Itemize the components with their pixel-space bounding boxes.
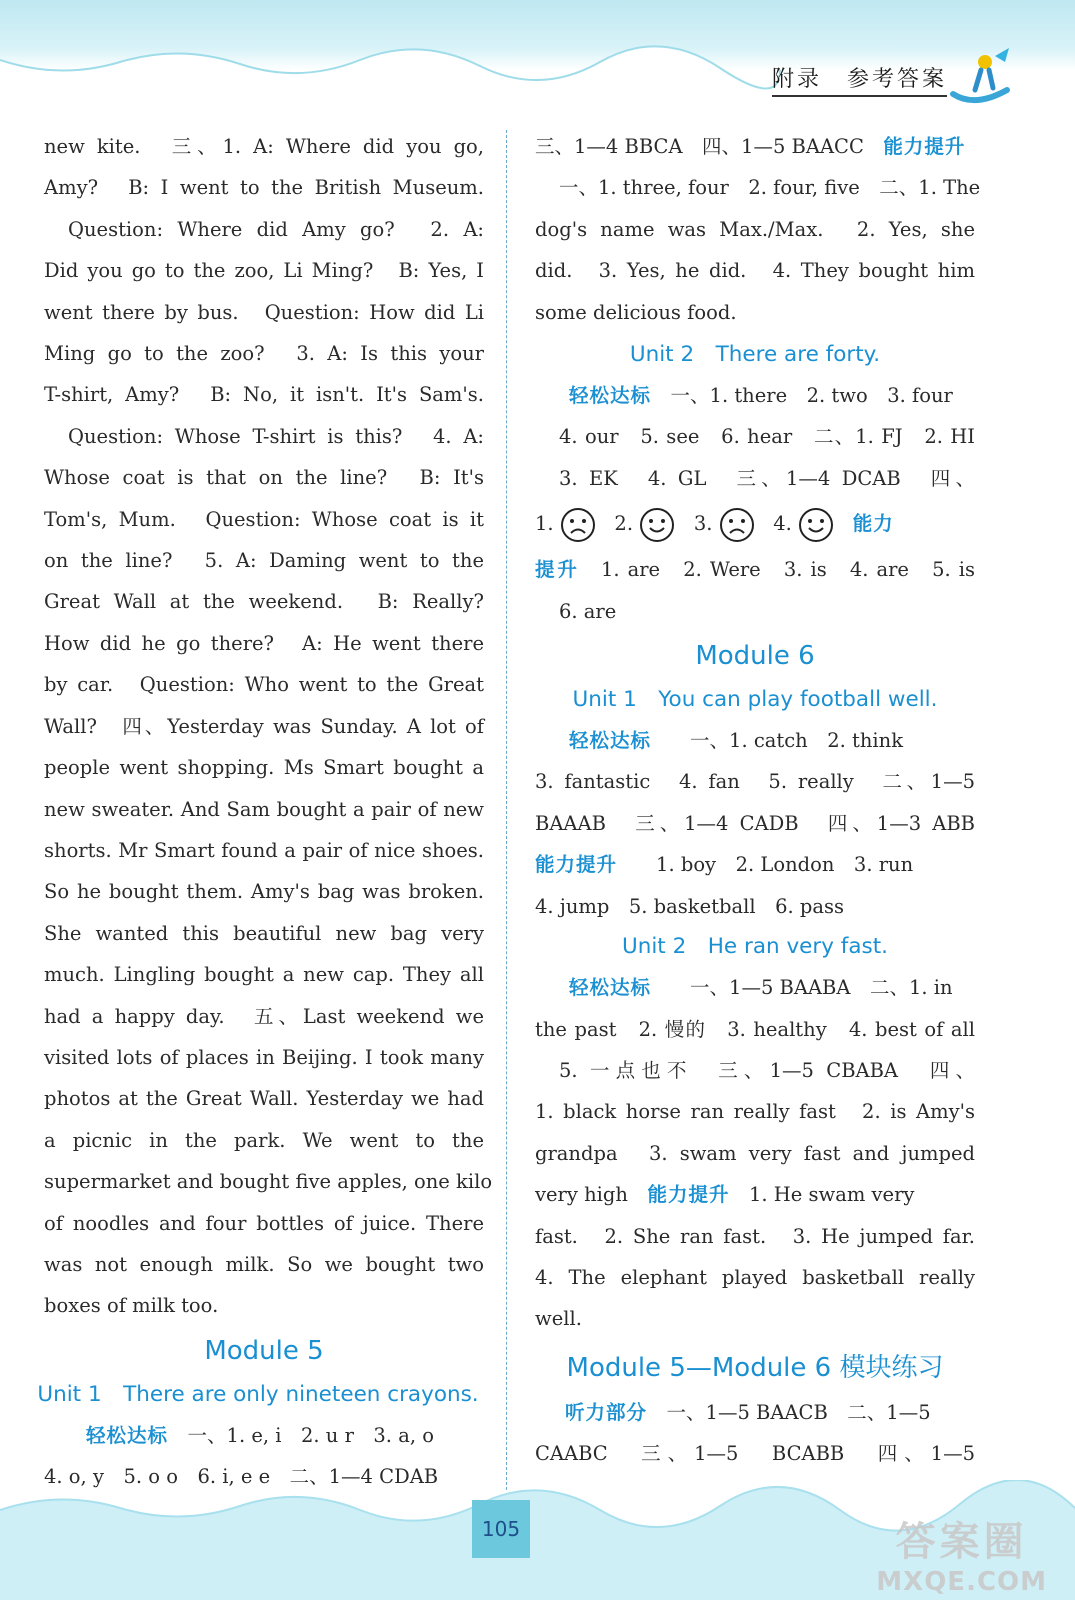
text-line: new sweater. And Sam bought a pair of new	[44, 797, 484, 821]
answer-text: 一、1. there 2. two 3. four	[670, 384, 953, 408]
happy-face-icon	[798, 507, 834, 543]
answer-line: grandpa 3. swam very fast and jumped	[535, 1141, 975, 1165]
text-line: Did you go to the zoo, Li Ming? B: Yes, I	[44, 259, 484, 283]
text-line: shorts. Mr Smart found a pair of nice shoes.	[44, 838, 484, 862]
easy-level-tag: 轻松达标	[86, 1423, 169, 1447]
m5-unit1-heading: Unit 1 There are only nineteen crayons.	[37, 1381, 479, 1407]
module-5-heading: Module 5	[204, 1335, 324, 1366]
answer-line: 4. our 5. see 6. hear 二、1. FJ 2. HI	[559, 425, 975, 449]
text-line: Amy? B: I went to the British Museum.	[44, 176, 484, 200]
watermark-url: MXQE.COM	[876, 1567, 1047, 1597]
text-line: Question: Whose T-shirt is this? 4. A:	[68, 424, 484, 448]
text-line: much. Lingling bought a new cap. They all	[44, 963, 484, 987]
answer-line: 4. The elephant played basketball really	[535, 1265, 975, 1289]
text-line: new kite. 三、1. A: Where did you go,	[44, 135, 484, 158]
mascot-icon	[945, 42, 1015, 112]
watermark-logo	[876, 1510, 1047, 1597]
face-number: 2.	[614, 512, 634, 536]
text-line: Question: Where did Amy go? 2. A:	[68, 217, 484, 241]
answer-line: 一、1. three, four 2. four, five 二、1. The	[559, 176, 981, 200]
advanced-level-tag: 能力提升	[647, 1183, 730, 1207]
answer-line: CAABC 三、1—5 BCABB 四、1—5	[535, 1442, 975, 1466]
answer-line	[535, 549, 975, 590]
text-line: She wanted this beautiful new bag very	[44, 921, 484, 945]
text-line: went there by bus. Question: How did Li	[44, 300, 484, 324]
column-divider	[506, 130, 507, 1490]
text-line: by car. Question: Who went to the Great	[44, 673, 484, 697]
text-line: people went shopping. Ms Smart bought a	[44, 756, 484, 780]
answer-text: 1. boy 2. London 3. run	[656, 853, 914, 877]
answer-line: 4. o, y 5. o o 6. i, e e 二、1—4 CDAB	[44, 1465, 439, 1489]
easy-level-tag: 轻松达标	[569, 729, 652, 753]
text-line: visited lots of places in Beijing. I took many	[44, 1045, 484, 1069]
faces-row	[535, 499, 975, 549]
answer-line: 1. black horse ran really fast 2. is Amy's	[535, 1100, 975, 1124]
listening-tag: 听力部分	[565, 1400, 648, 1424]
watermark-logo-text: 答案圈	[895, 1519, 1028, 1565]
advanced-level-tag: 能力提升	[535, 853, 618, 877]
answer-line: did. 3. Yes, he did. 4. They bought him	[535, 259, 975, 283]
text-line: So he bought them. Amy's bag was broken.	[44, 880, 484, 904]
face-number: 4.	[773, 512, 792, 536]
text-line: boxes of milk too.	[44, 1294, 219, 1318]
face-number: 1.	[535, 512, 554, 536]
answer-text: 一、1. e, i 2. u r 3. a, o	[187, 1423, 434, 1447]
answer-line	[535, 844, 975, 885]
easy-level-tag: 轻松达标	[569, 384, 652, 408]
answer-line	[535, 126, 975, 167]
answer-text: very high	[535, 1183, 628, 1207]
answer-line	[535, 720, 975, 761]
advanced-level-tag: 能力提升	[883, 135, 966, 158]
sad-face-icon	[560, 507, 596, 543]
text-line: Wall? 四、Yesterday was Sunday. A lot of	[44, 714, 484, 738]
advanced-level-tag: 能力	[852, 512, 894, 536]
text-line: How did he go there? A: He went there	[44, 631, 484, 655]
answer-line: BAAAB 三、1—4 CADB 四、1—3 ABB	[535, 811, 975, 835]
text-line: Great Wall at the weekend. B: Really?	[44, 590, 484, 614]
answer-line	[535, 1174, 975, 1215]
right-column	[535, 126, 981, 1475]
sad-face-icon	[719, 507, 755, 543]
text-line: had a happy day. 五、Last weekend we	[44, 1004, 484, 1028]
easy-level-tag: 轻松达标	[569, 976, 652, 1000]
text-line: of noodles and four bottles of juice. There	[44, 1211, 484, 1235]
answer-line	[535, 1392, 975, 1433]
text-line: a picnic in the park. We went to the	[44, 1128, 484, 1152]
answer-line: some delicious food.	[535, 300, 737, 324]
answer-line: 3. fantastic 4. fan 5. really 二、1—5	[535, 770, 975, 794]
face-number: 3.	[693, 512, 713, 536]
text-line: T-shirt, Amy? B: No, it isn't. It's Sam's.	[44, 383, 484, 407]
answer-text: 1. He swam very	[748, 1183, 915, 1207]
practice-heading: Module 5—Module 6 模块练习	[566, 1352, 944, 1383]
answer-line: fast. 2. She ran fast. 3. He jumped far.	[535, 1224, 975, 1248]
answer-text: 三、1—4 BBCA 四、1—5 BAACC	[535, 135, 864, 158]
answer-line: 4. jump 5. basketball 6. pass	[535, 894, 845, 918]
text-line: Tom's, Mum. Question: Whose coat is it	[44, 507, 484, 531]
m5-unit2-heading: Unit 2 There are forty.	[629, 342, 881, 368]
answer-text: 1. are 2. Were 3. is 4. are 5. is	[600, 558, 975, 582]
answer-line: well.	[535, 1307, 582, 1331]
text-line: Ming go to the zoo? 3. A: Is this your	[44, 342, 484, 366]
answer-line: 3. EK 4. GL 三、1—4 DCAB 四、	[559, 466, 975, 490]
text-line: was not enough milk. So we bought two	[44, 1252, 484, 1276]
text-line: Whose coat is that on the line? B: It's	[44, 466, 484, 490]
answer-line	[44, 1415, 484, 1456]
module-6-heading: Module 6	[695, 641, 815, 672]
answer-line: dog's name was Max./Max. 2. Yes, she	[535, 217, 975, 241]
answer-line	[535, 967, 975, 1008]
advanced-level-tag: 提升	[535, 558, 580, 582]
text-line: on the line? 5. A: Daming went to the	[44, 549, 484, 573]
left-column	[37, 126, 493, 1498]
answer-line: 5. 一点也不 三、1—5 CBABA 四、	[559, 1058, 975, 1082]
happy-face-icon	[639, 507, 675, 543]
answer-line: 6. are	[559, 599, 617, 623]
text-line: photos at the Great Wall. Yesterday we had	[44, 1087, 484, 1111]
answer-line	[535, 375, 975, 416]
answer-line: the past 2. 慢的 3. healthy 4. best of all	[535, 1017, 975, 1041]
page-number: 105	[472, 1500, 530, 1558]
m6-unit2-heading: Unit 2 He ran very fast.	[621, 934, 889, 960]
answer-text: 一、1—5 BAACB 二、1—5	[666, 1400, 931, 1424]
answer-text: 一、1—5 BAABA 二、1. in	[690, 976, 953, 1000]
text-line: supermarket and bought five apples, one kilo	[44, 1170, 493, 1194]
header-title: 附录 参考答案	[772, 62, 947, 97]
m6-unit1-heading: Unit 1 You can play football well.	[572, 687, 938, 713]
answer-text: 一、1. catch 2. think	[690, 729, 904, 753]
